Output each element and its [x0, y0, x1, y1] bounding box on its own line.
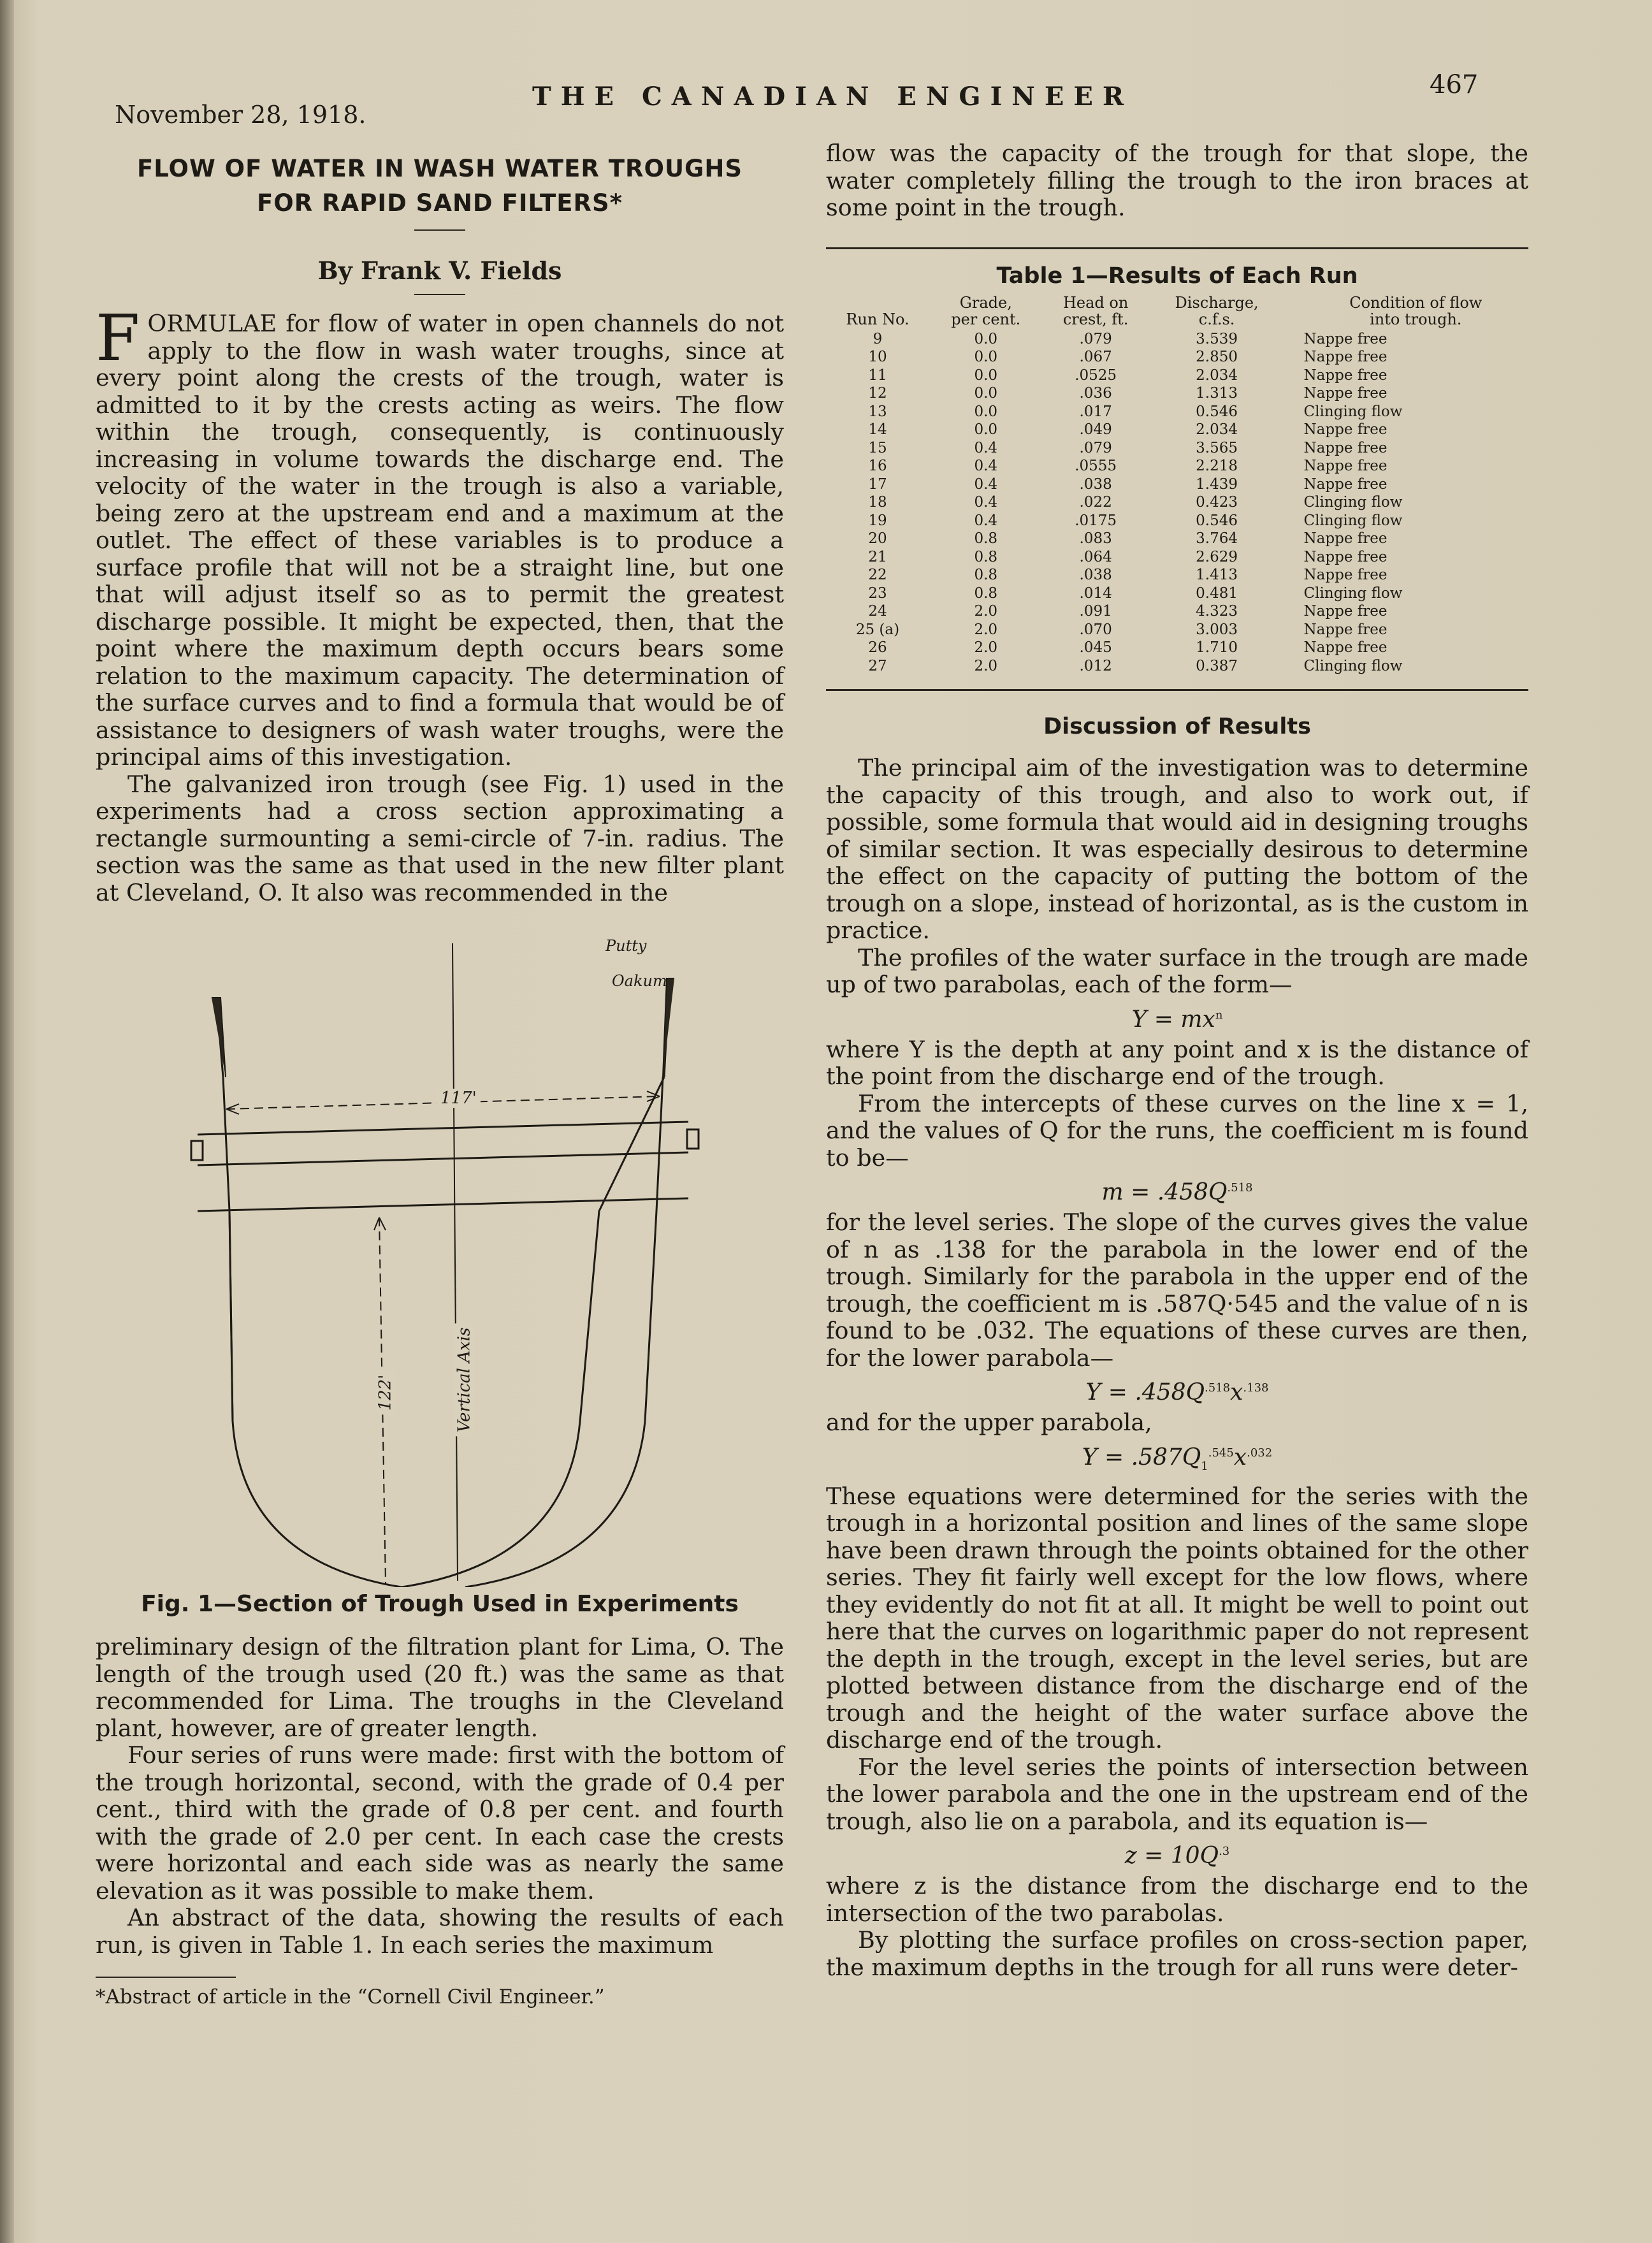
right-column — [826, 140, 1528, 1981]
discharge-cell: 1.710 — [1196, 639, 1238, 656]
run-cell: 27 — [868, 657, 887, 674]
article-title-line-1: FLOW OF WATER IN WASH WATER TROUGHS — [137, 155, 743, 182]
head-cell: .079 — [1079, 439, 1112, 456]
grade-cell: 0.8 — [974, 567, 998, 583]
byline-divider — [414, 294, 465, 295]
table-row — [826, 566, 1528, 584]
grade-cell: 0.8 — [974, 584, 998, 602]
grade-cell: 0.8 — [974, 530, 998, 547]
paragraph-plotting: By plotting the surface profiles on cross-section paper, the maximum depths in the trough for all runs were deter- — [826, 1926, 1528, 1981]
paragraph-where-z: where z is the distance from the discharge end to the intersection of the two parabolas. — [826, 1872, 1528, 1927]
discharge-cell: 4.323 — [1196, 603, 1238, 620]
run-cell: 22 — [868, 567, 887, 583]
table-row — [826, 621, 1528, 639]
section-heading-discussion: Discussion of Results — [1043, 714, 1311, 739]
table-row — [826, 384, 1528, 403]
table-row — [826, 493, 1528, 512]
head-cell: .070 — [1079, 621, 1112, 638]
label-putty: Putty — [605, 937, 647, 955]
condition-cell: Nappe free — [1303, 567, 1388, 583]
condition-cell: Nappe free — [1303, 349, 1388, 365]
footnote-rule — [96, 1977, 236, 1978]
table-row — [826, 403, 1528, 421]
journal-title: THE CANADIAN ENGINEER — [532, 82, 1134, 112]
head-cell: .0555 — [1075, 458, 1117, 474]
top-brace-lower — [198, 1152, 688, 1165]
grade-cell: 0.0 — [974, 385, 998, 402]
left-column — [96, 152, 784, 2010]
results-table — [826, 294, 1528, 676]
table-title: Table 1—Results of Each Run — [996, 263, 1358, 289]
table-bottom-rule — [826, 689, 1528, 691]
condition-cell: Clinging flow — [1303, 657, 1403, 674]
discharge-cell: 0.481 — [1196, 584, 1238, 602]
paragraph-abstract: An abstract of the data, showing the results of each run, is given in Table 1. In each series the maximum — [96, 1904, 784, 1959]
paragraph-upper-intro: and for the upper parabola, — [826, 1409, 1152, 1436]
run-cell: 23 — [868, 584, 887, 602]
head-cell: .036 — [1079, 385, 1112, 402]
run-cell: 19 — [868, 512, 887, 529]
table-row — [826, 584, 1528, 603]
header-condition: Condition of flow into trough. — [1349, 293, 1482, 328]
grade-cell: 0.0 — [974, 367, 998, 384]
condition-cell: Nappe free — [1303, 421, 1388, 438]
byline: By Frank V. Fields — [317, 256, 562, 285]
condition-cell: Clinging flow — [1303, 494, 1403, 511]
equation-lower-parabola: $Y = .458Q^{.518}x^{.138}$ — [1085, 1379, 1269, 1405]
header-head: Head on crest, ft. — [1062, 293, 1129, 328]
discharge-cell: 0.546 — [1196, 403, 1238, 420]
head-cell: .067 — [1079, 349, 1112, 365]
width-dimension-label: 117' — [437, 1089, 481, 1108]
paragraph-profiles: The profiles of the water surface in the trough are made up of two parabolas, each of the form— — [826, 943, 1528, 998]
head-cell: .045 — [1079, 639, 1112, 656]
discharge-cell: 2.034 — [1196, 421, 1238, 438]
discharge-cell: 1.413 — [1196, 567, 1238, 583]
table-row — [826, 548, 1528, 567]
paragraph-capacity: flow was the capacity of the trough for that slope, the water completely filling the trough to the iron braces at some point in the trough. — [826, 140, 1528, 221]
discharge-cell: 0.387 — [1196, 657, 1238, 674]
head-cell: .022 — [1079, 494, 1112, 511]
condition-cell: Nappe free — [1303, 603, 1388, 620]
vertical-axis-line — [453, 943, 458, 1581]
table-row — [826, 512, 1528, 530]
table-row — [826, 530, 1528, 548]
table-top-rule — [826, 247, 1528, 249]
figure-caption: Fig. 1—Section of Trough Used in Experiments — [141, 1591, 739, 1617]
grade-cell: 2.0 — [974, 603, 998, 620]
discharge-cell: 2.218 — [1196, 458, 1238, 474]
head-cell: .014 — [1079, 584, 1112, 602]
grade-cell: 0.0 — [974, 421, 998, 438]
run-cell: 16 — [868, 458, 887, 474]
head-cell: .038 — [1079, 567, 1112, 583]
run-cell: 25 (a) — [855, 621, 900, 638]
condition-cell: Nappe free — [1303, 367, 1388, 384]
head-cell: .049 — [1079, 421, 1112, 438]
table-row — [826, 439, 1528, 458]
run-cell: 9 — [873, 330, 883, 347]
discharge-cell: 3.565 — [1196, 439, 1238, 456]
table-row — [826, 639, 1528, 657]
height-dimension-label: 122' — [375, 1371, 395, 1415]
condition-cell: Nappe free — [1303, 439, 1388, 456]
grade-cell: 0.4 — [974, 475, 998, 493]
discharge-cell: 2.629 — [1196, 548, 1238, 565]
issue-date: November 28, 1918. — [115, 101, 366, 129]
equation-z: $z = 10Q^{.3}$ — [1124, 1843, 1230, 1869]
paragraph-level-series: for the level series. The slope of the curves gives the value of n as .138 for the parabola in the lower end of the trough. Similarly for the parabola in the upper end of the trough, the coefficient m is .587Q·545 and the value of n is found to be .032. The equations of these curves are then, for the lower parabola— — [826, 1209, 1528, 1372]
grade-cell: 0.4 — [974, 512, 998, 529]
grade-cell: 2.0 — [974, 621, 998, 638]
lower-brace — [198, 1198, 688, 1211]
head-cell: .064 — [1079, 548, 1112, 565]
condition-cell: Nappe free — [1303, 385, 1388, 402]
condition-cell: Nappe free — [1303, 621, 1388, 638]
top-brace — [198, 1122, 688, 1135]
run-cell: 12 — [868, 385, 887, 402]
table-row — [826, 421, 1528, 439]
condition-cell: Nappe free — [1303, 330, 1388, 347]
page-number: 467 — [1430, 70, 1479, 99]
table-header-row — [826, 294, 1528, 330]
paragraph-intersection: For the level series the points of intersection between the lower parabola and the one in the upstream end of the trough, also lie on a parabola, and its equation is— — [826, 1753, 1528, 1835]
title-divider — [414, 229, 465, 231]
discharge-cell: 3.764 — [1196, 530, 1238, 547]
head-cell: .038 — [1079, 475, 1112, 493]
discharge-cell: 1.313 — [1196, 385, 1238, 402]
discharge-cell: 1.439 — [1196, 475, 1238, 493]
head-cell: .017 — [1079, 403, 1112, 420]
grade-cell: 0.4 — [974, 439, 998, 456]
head-cell: .012 — [1079, 657, 1112, 674]
discharge-cell: 0.546 — [1196, 512, 1238, 529]
table-row — [826, 602, 1528, 621]
condition-cell: Clinging flow — [1303, 512, 1403, 529]
run-cell: 14 — [868, 421, 887, 438]
label-oakum: Oakum — [612, 972, 667, 990]
drop-cap: F — [96, 301, 140, 375]
grade-cell: 0.0 — [974, 349, 998, 365]
head-cell: .0525 — [1075, 367, 1117, 384]
page-gutter — [0, 0, 14, 2243]
run-cell: 26 — [868, 639, 887, 656]
run-cell: 21 — [868, 548, 887, 565]
run-cell: 15 — [868, 439, 887, 456]
table-row — [826, 367, 1528, 385]
grade-cell: 0.8 — [974, 548, 998, 565]
condition-cell: Nappe free — [1303, 530, 1388, 547]
table-row — [826, 457, 1528, 475]
article-title — [96, 152, 784, 221]
table-row — [826, 330, 1528, 349]
run-cell: 13 — [868, 403, 887, 420]
discharge-cell: 3.003 — [1196, 621, 1238, 638]
grade-cell: 2.0 — [974, 657, 998, 674]
paragraph-aim: The principal aim of the investigation was to determine the capacity of this trough, and also to work out, if possible, some formula that would aid in designing troughs of similar section. It was especially desirous to determine the effect on the capacity of putting the bottom of the trough on a slope, instead of horizontal, as is the custom in practice. — [826, 754, 1528, 944]
condition-cell: Clinging flow — [1303, 584, 1403, 602]
run-cell: 10 — [868, 349, 887, 365]
table-row — [826, 475, 1528, 494]
paragraph-trough: The galvanized iron trough (see Fig. 1) used in the experiments had a cross section approximating a rectangle surmounting a semi-circle of 7-in. radius. The section was the same as that used in the new filter plant at Cleveland, O. It also was recommended in the — [96, 770, 784, 906]
header-grade: Grade, per cent. — [951, 293, 1021, 328]
paragraph-intercepts: From the intercepts of these curves on the line x = 1, and the values of Q for the runs, the coefficient m is found to be— — [826, 1089, 1528, 1172]
right-bolt — [687, 1129, 699, 1149]
head-cell: .079 — [1079, 330, 1112, 347]
paragraph-series: Four series of runs were made: first with the bottom of the trough horizontal, second, with the grade of 0.4 per cent., third with the grade of 0.8 per cent. and fourth with the grade of 2.0 per cent. In each case the crests were horizontal and each side was as nearly the same elevation as it was possible to make them. — [96, 1741, 784, 1905]
grade-cell: 0.0 — [974, 403, 998, 420]
header-run: Run No. — [846, 310, 909, 328]
discharge-cell: 0.423 — [1196, 494, 1238, 511]
run-cell: 24 — [868, 603, 887, 620]
grade-cell: 0.4 — [974, 458, 998, 474]
equation-form: $Y = mx^n$ — [1131, 1006, 1223, 1033]
discharge-cell: 2.034 — [1196, 367, 1238, 384]
article-title-line-2: FOR RAPID SAND FILTERS* — [256, 189, 623, 217]
footnote: *Abstract of article in the “Cornell Civil Engineer.” — [96, 1985, 605, 2008]
run-cell: 11 — [868, 367, 887, 384]
left-wall-edge — [212, 998, 226, 1077]
left-bolt — [191, 1141, 203, 1160]
paragraph-lima: preliminary design of the filtration plant for Lima, O. The length of the trough used (20 ft.) was the same as that recommended for Lima. The troughs in the Cleveland plant, however, are of greater length. — [96, 1633, 784, 1742]
grade-cell: 0.0 — [974, 330, 998, 347]
table-row — [826, 348, 1528, 367]
vertical-axis-label: Vertical Axis — [454, 1324, 474, 1437]
table-row — [826, 657, 1528, 676]
run-cell: 18 — [868, 494, 887, 511]
paragraph-equations: These equations were determined for the series with the trough in a horizontal position and lines of the same slope have been drawn through the points obtained for the other series. They fit fairly well except for the low flows, where they evidently do not fit at all. It might be well to point out here that the curves on logarithmic paper do not represent the depth in the trough, except in the level series, but are plotted between distance from the discharge end of the trough and the height of the water surface above the discharge end of the trough. — [826, 1482, 1528, 1754]
condition-cell: Nappe free — [1303, 458, 1388, 474]
trough-outline — [223, 1077, 664, 1587]
head-cell: .083 — [1079, 530, 1112, 547]
header-discharge: Discharge, c.f.s. — [1175, 293, 1259, 328]
paragraph-where-y: where Y is the depth at any point and x is the distance of the point from the discharge end of the trough. — [826, 1035, 1528, 1090]
head-cell: .0175 — [1075, 512, 1117, 529]
head-cell: .091 — [1079, 603, 1112, 620]
paragraph-intro — [96, 301, 784, 771]
right-wall-edge — [663, 978, 674, 1077]
discharge-cell: 2.850 — [1196, 349, 1238, 365]
run-cell: 20 — [868, 530, 887, 547]
condition-cell: Nappe free — [1303, 639, 1388, 656]
equation-upper-parabola: $Y = .587Q_1^{.545}x^{.032}$ — [1082, 1444, 1273, 1473]
equation-m: $m = .458Q^{.518}$ — [1101, 1179, 1253, 1205]
condition-cell: Nappe free — [1303, 548, 1388, 565]
condition-cell: Nappe free — [1303, 475, 1388, 493]
grade-cell: 0.4 — [974, 494, 998, 511]
condition-cell: Clinging flow — [1303, 403, 1403, 420]
figure-1 — [96, 924, 784, 1587]
paragraph-intro-text: ORMULAE for flow of water in open channels do not apply to the flow in wash water troughs, since at every point along the crests of the trough, water is admitted to it by the crests acting as weirs. The flow within the trough, consequently, is continuously increasing in volume towards the discharge end. The velocity of the water in the trough is also a variable, being zero at the upstream end and a maximum at the outlet. The effect of these variables is to produce a surface profile that will not be a straight line, but one that will adjust itself so as to permit the greatest discharge possible. It might be expected, then, that the point where the maximum depth occurs bears some relation to the maximum capacity. The determination of the surface curves and to find a formula that would be of assistance to designers of wash water troughs, were the principal aims of this investigation. — [96, 310, 784, 771]
grade-cell: 2.0 — [974, 639, 998, 656]
discharge-cell: 3.539 — [1196, 330, 1238, 347]
trough-section-drawing — [96, 924, 784, 1587]
run-cell: 17 — [868, 475, 887, 493]
